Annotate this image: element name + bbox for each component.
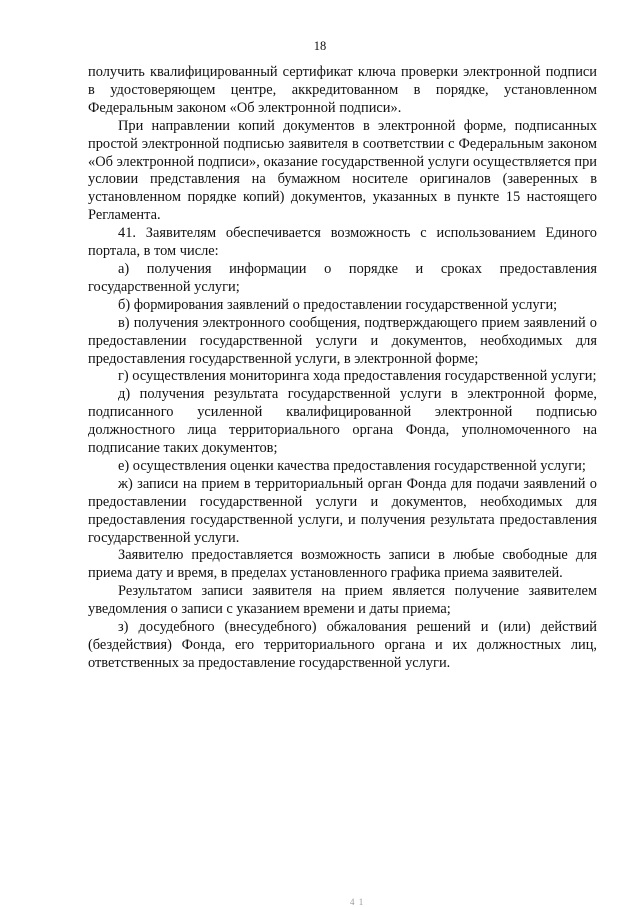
body-text [88,64,597,673]
paragraph-signature-certificate: получить квалифицированный сертификат ключа проверки электронной подписи в удостоверяющем центре, аккредитованном в порядке, установленном Федеральным законом «Об электронной подписи». [88,64,597,116]
list-item-z: з) досудебного (внесудебного) обжалования решений и (или) действий (бездействия) Фонда, его территориального органа и их должностных лиц, ответственных за предоставление государственной услуги. [88,619,597,671]
page-number: 18 [313,39,327,53]
paragraph-appointment-time: Заявителю предоставляется возможность записи в любые свободные для приема дату и время, в пределах установленного графика приема заявителей. [88,547,597,582]
list-item-zh: ж) записи на прием в территориальный орган Фонда для подачи заявлений о предоставлении государственной услуги и документов, необходимых для предоставления государственной услуги, и получения результата предоставления государственной услуги. [88,475,597,546]
list-item-b: б) формирования заявлений о предоставлении государственной услуги; [118,296,558,313]
paragraph-electronic-copies: При направлении копий документов в электронной форме, подписанных простой электронной подписью заявителя в соответствии с Федеральным законом «Об электронной подписи», оказание государственной услуги осуществляется при условии представления на бумажном носителе оригиналов (заверенных в установленном порядке копий) документов, указанных в пункте 15 настоящего Регламента. [88,117,597,224]
list-item-a: а) получения информации о порядке и сроках предоставления государственной услуги; [88,260,597,295]
list-item-d: д) получения результата государственной услуги в электронной форме, подписанного усиленной квалифицированной электронной подписью должностного лица территориального органа Фонда, уполномоченного на подписание таких документов; [88,386,597,457]
list-item-v: в) получения электронного сообщения, подтверждающего прием заявлений о предоставлении государственной услуги и документов, необходимых для предоставления государственной услуги, в электронной форме; [88,314,597,367]
paragraph-appointment-result: Результатом записи заявителя на прием является получение заявителем уведомления о записи с указанием времени и даты приема; [88,583,597,618]
list-item-g: г) осуществления мониторинга хода предоставления государственной услуги; [118,368,597,385]
scan-mark: 4 1 [350,897,365,907]
paragraph-item-41: 41. Заявителям обеспечивается возможность с использованием Единого портала, в том числе: [88,225,597,260]
list-item-e: е) осуществления оценки качества предоставления государственной услуги; [118,457,586,474]
